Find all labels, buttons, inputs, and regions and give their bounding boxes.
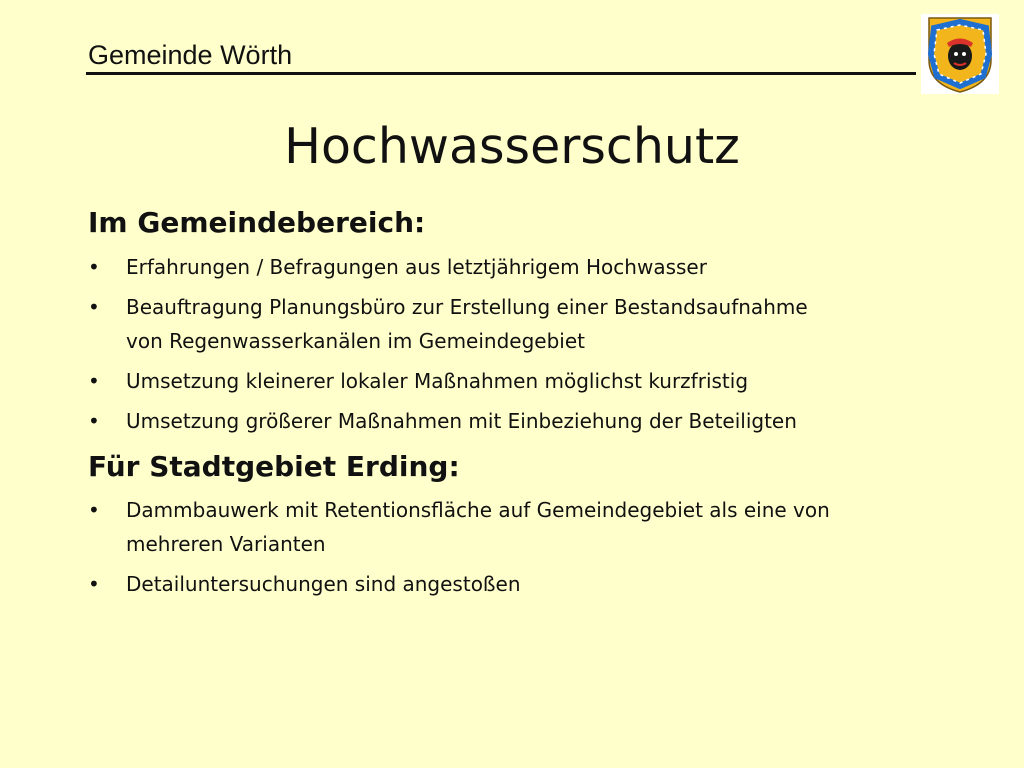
list-item-text: Detailuntersuchungen sind angestoßen	[126, 572, 521, 597]
bullet-icon: •	[88, 498, 100, 523]
list-item	[88, 250, 846, 284]
list-item-text: Umsetzung größerer Maßnahmen mit Einbeziehung der Beteiligten	[126, 408, 797, 433]
list-item	[88, 290, 846, 358]
section-heading-gemeindebereich: Im Gemeindebereich:	[88, 206, 426, 239]
list-item-text: Dammbauwerk mit Retentionsfläche auf Gemeindegebiet als eine von mehreren Varianten	[126, 498, 830, 557]
list-item	[88, 493, 846, 561]
section-heading-erding: Für Stadtgebiet Erding:	[88, 449, 460, 483]
slide-content	[88, 206, 948, 607]
bullet-icon: •	[88, 572, 100, 597]
list-item	[88, 404, 846, 438]
list-item-text: Umsetzung kleinerer lokaler Maßnahmen möglichst kurzfristig	[126, 368, 749, 393]
header-divider	[86, 72, 916, 75]
list-item	[88, 364, 846, 398]
bullet-list-erding	[88, 493, 948, 601]
list-item-text: Beauftragung Planungsbüro zur Erstellung einer Bestandsaufnahme von Regenwasserkanälen im Gemeindegebiet	[126, 294, 808, 353]
slide-title: Hochwasserschutz	[284, 118, 740, 175]
bullet-icon: •	[88, 368, 100, 393]
bullet-icon: •	[88, 294, 100, 319]
bullet-list-gemeindebereich	[88, 250, 948, 438]
coat-of-arms-icon	[921, 14, 999, 94]
list-item	[88, 567, 846, 601]
header-org-name: Gemeinde Wörth	[88, 40, 293, 70]
bullet-icon: •	[88, 408, 100, 433]
list-item-text: Erfahrungen / Befragungen aus letztjährigem Hochwasser	[126, 254, 707, 279]
bullet-icon: •	[88, 254, 100, 279]
